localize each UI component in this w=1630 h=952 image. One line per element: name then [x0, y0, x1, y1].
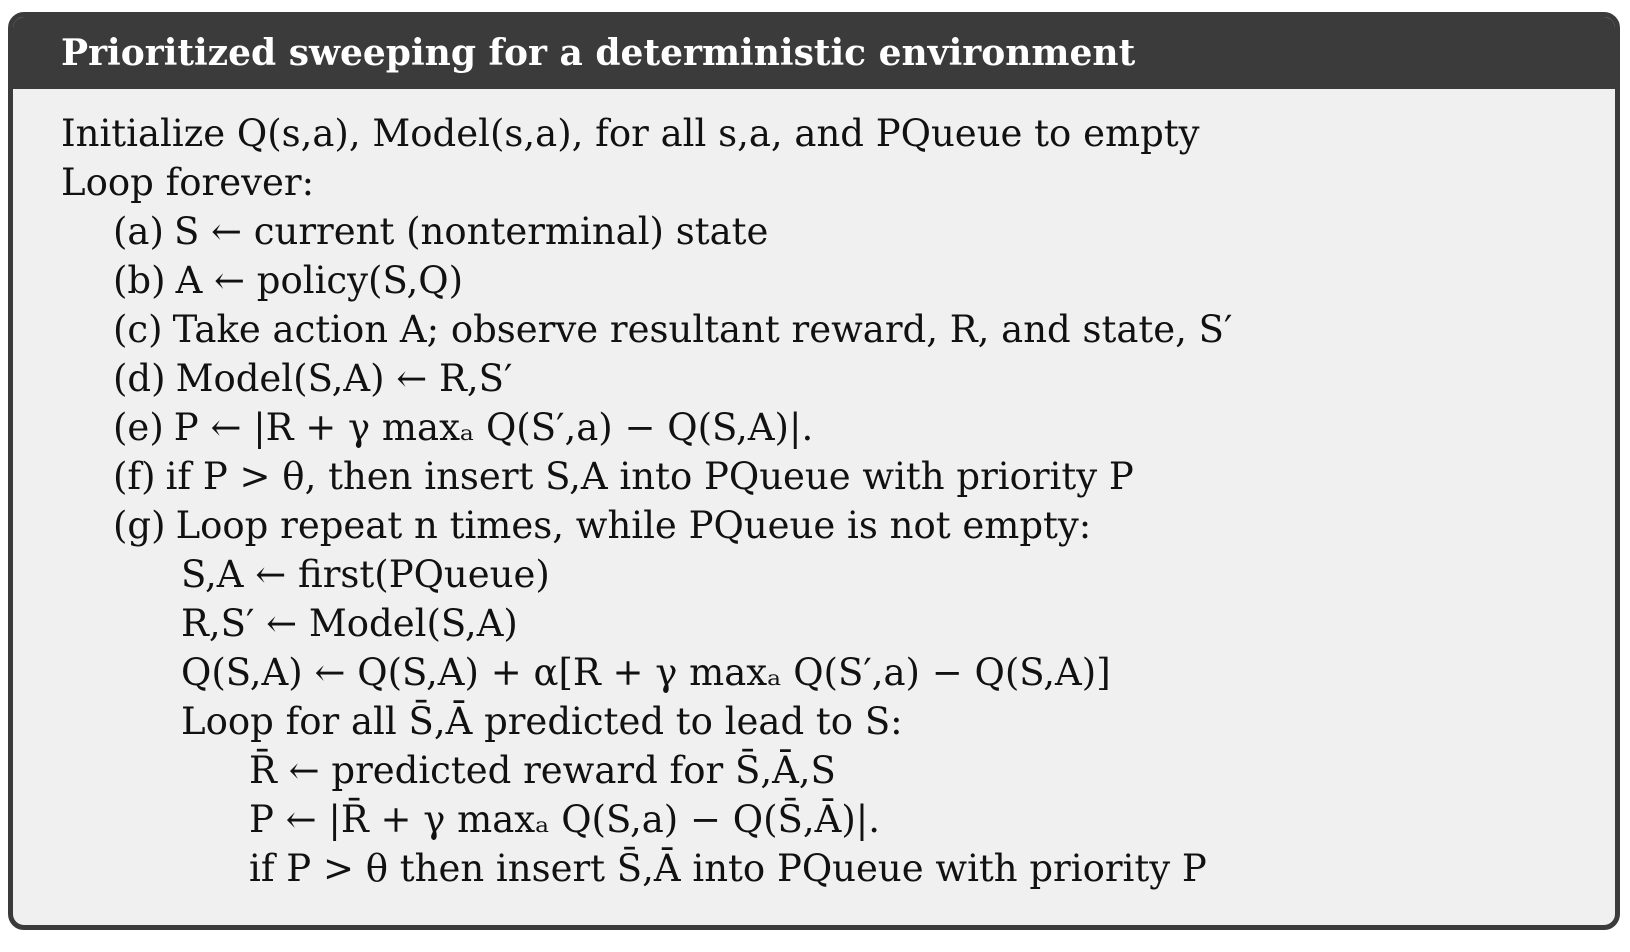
step-text: P ← |R + γ maxₐ Q(S′,a) − Q(S,A)|. — [173, 406, 814, 449]
step-b — [113, 256, 463, 306]
step-label: (f) — [113, 455, 156, 498]
step-label: (c) — [113, 308, 163, 351]
algorithm-title: Prioritized sweeping for a deterministic environment — [13, 17, 1615, 89]
planning-first-line — [181, 550, 550, 600]
planning-model-line — [181, 599, 518, 649]
step-d — [113, 354, 512, 404]
step-text: Take action A; observe resultant reward, R, and state, S′ — [172, 308, 1233, 351]
step-text: A ← policy(S,Q) — [175, 259, 464, 302]
line-text: Loop forever: — [61, 161, 315, 204]
step-a — [113, 207, 768, 257]
line-text: Initialize Q(s,a), Model(s,a), for all s,a, and PQueue to empty — [61, 112, 1200, 155]
step-label: (a) — [113, 210, 164, 253]
initialize-line — [61, 109, 1200, 159]
step-text: S ← current (nonterminal) state — [173, 210, 769, 253]
algorithm-body — [13, 89, 1615, 925]
step-text: if P > θ, then insert S,A into PQueue with priority P — [165, 455, 1134, 498]
predicted-reward-line — [249, 746, 836, 796]
insert-line — [249, 844, 1207, 894]
step-text: Loop repeat n times, while PQueue is not empty: — [175, 504, 1092, 547]
step-label: (b) — [113, 259, 166, 302]
predecessor-loop-line — [181, 697, 903, 747]
algorithm-box — [8, 12, 1620, 930]
priority-line — [249, 795, 880, 845]
planning-update-line — [181, 648, 1111, 698]
step-label: (d) — [113, 357, 166, 400]
step-label: (g) — [113, 504, 166, 547]
line-text: Q(S,A) ← Q(S,A) + α[R + γ maxₐ Q(S′,a) − Q(S,A)] — [181, 651, 1111, 694]
step-f — [113, 452, 1134, 502]
step-g — [113, 501, 1091, 551]
loop-forever-line — [61, 158, 314, 208]
step-text: Model(S,A) ← R,S′ — [175, 357, 513, 400]
line-text: P ← |R̄ + γ maxₐ Q(S,a) − Q(S̄,Ā)|. — [249, 798, 881, 841]
step-c — [113, 305, 1232, 355]
line-text: Loop for all S̄,Ā predicted to lead to S: — [181, 700, 903, 743]
line-text: if P > θ then insert S̄,Ā into PQueue with priority P — [249, 847, 1207, 890]
line-text: S,A ← first(PQueue) — [181, 553, 550, 596]
step-e — [113, 403, 813, 453]
line-text: R̄ ← predicted reward for S̄,Ā,S — [249, 749, 836, 792]
line-text: R,S′ ← Model(S,A) — [181, 602, 518, 645]
step-label: (e) — [113, 406, 164, 449]
